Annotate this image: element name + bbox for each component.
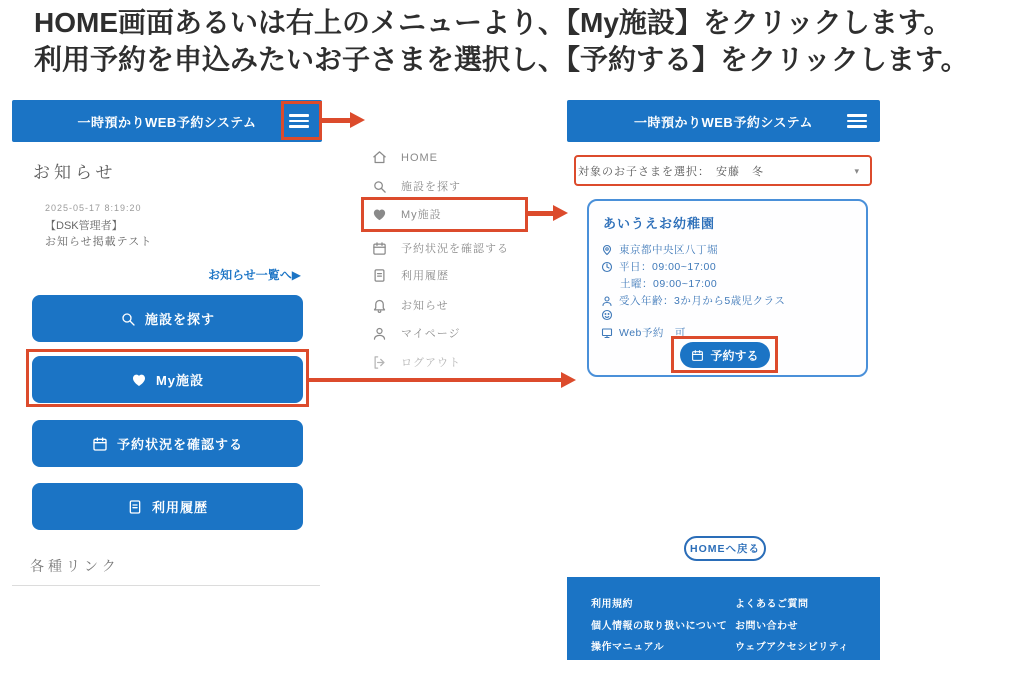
home-icon [372, 150, 387, 165]
hamburger-icon[interactable] [289, 114, 309, 128]
menu-item-notices-label: お知らせ [401, 300, 449, 312]
user-icon [372, 326, 387, 341]
reserve-button-label: 予約する [710, 348, 759, 363]
facility-hours-saturday: 土曜：09:00~17:00 [620, 278, 718, 290]
footer-link-accessibility[interactable]: ウェブアクセシビリティ [735, 642, 849, 653]
facility-address: 東京都中央区八丁堀 [619, 244, 718, 256]
links-heading: 各種リンク [30, 558, 120, 574]
menu-item-check-reservations[interactable] [372, 240, 509, 256]
search-facility-button[interactable] [32, 295, 303, 342]
facility-web-reservation-row [601, 325, 686, 340]
home-appbar-title: 一時預かりWEB予約システム [77, 114, 257, 130]
bell-icon [372, 298, 387, 313]
menu-item-logout[interactable] [372, 354, 461, 370]
logout-icon [372, 355, 387, 370]
heart-icon [131, 372, 147, 388]
usage-history-button[interactable] [32, 483, 303, 530]
notice-author: 【DSK管理者】 [45, 220, 123, 232]
search-icon [120, 311, 136, 327]
menu-item-logout-label: ログアウト [401, 357, 461, 369]
footer [567, 577, 880, 660]
arrow-line-menu-to-screen [528, 211, 555, 216]
menu-item-home-label: HOME [401, 151, 438, 164]
footer-link-contact[interactable]: お問い合わせ [735, 621, 798, 632]
menu-item-usage-history-label: 利用履歴 [401, 270, 449, 282]
back-home-label: HOMEへ戻る [690, 543, 760, 555]
facility-name: あいうえお幼稚園 [603, 216, 716, 231]
facility-web-reservation: Web予約 可 [619, 327, 686, 339]
my-facility-appbar [567, 100, 880, 142]
home-appbar [12, 100, 322, 142]
baby-face-icon [601, 309, 613, 321]
document-icon [372, 268, 387, 283]
footer-link-faq[interactable]: よくあるご質問 [735, 599, 809, 610]
calendar-icon [691, 349, 704, 362]
footer-link-privacy[interactable]: 個人情報の取り扱いについて [591, 621, 728, 632]
chevron-down-icon: ▾ [854, 165, 860, 176]
menu-item-search-facility[interactable] [372, 178, 461, 194]
facility-hours-weekday: 平日：09:00~17:00 [619, 261, 717, 273]
my-facility-appbar-title: 一時預かりWEB予約システム [633, 114, 814, 130]
menu-item-usage-history[interactable] [372, 267, 449, 283]
check-reservations-label: 予約状況を確認する [116, 437, 243, 452]
notice-list-link[interactable]: お知らせ一覧へ▶ [208, 268, 301, 282]
person-icon [601, 295, 613, 307]
menu-item-my-facility-label: My施設 [401, 209, 442, 221]
my-facility-label: My施設 [155, 373, 205, 388]
child-selector-label: 対象のお子さまを選択： [578, 166, 710, 178]
notice-body: お知らせ掲載テスト [45, 236, 153, 248]
facility-baby-row [601, 309, 613, 321]
facility-age-range-row [601, 293, 785, 308]
clock-icon [601, 261, 613, 273]
document-icon [127, 499, 143, 515]
divider [12, 585, 320, 586]
facility-address-row [601, 242, 718, 257]
my-facility-button[interactable] [32, 356, 303, 403]
arrow-line-to-menu [322, 118, 352, 123]
arrow-head-menu-to-screen [553, 205, 568, 221]
search-icon [372, 179, 387, 194]
footer-link-manual[interactable]: 操作マニュアル [591, 642, 665, 653]
menu-item-my-page-label: マイページ [401, 328, 461, 340]
reserve-button[interactable] [680, 342, 770, 368]
menu-item-notices[interactable] [372, 297, 449, 313]
calendar-icon [372, 241, 387, 256]
arrow-head-to-menu [350, 112, 365, 128]
usage-history-label: 利用履歴 [151, 500, 208, 515]
instruction-text [34, 4, 1019, 78]
menu-item-my-page[interactable] [372, 325, 461, 341]
menu-item-my-facility[interactable] [372, 206, 442, 222]
notice-heading: お知らせ [33, 163, 117, 182]
footer-link-terms[interactable]: 利用規約 [591, 599, 633, 610]
facility-hours-weekday-row [601, 259, 716, 274]
facility-card [587, 199, 868, 377]
menu-item-home[interactable] [372, 150, 438, 165]
menu-item-check-reservations-label: 予約状況を確認する [401, 243, 509, 255]
location-pin-icon [601, 244, 613, 256]
instruction-line-1: HOME画面あるいは右上のメニューより、【My施設】をクリックします。 [34, 7, 952, 38]
heart-icon [372, 207, 387, 222]
facility-age-range: 受入年齢：3か月から5歳児クラス [619, 295, 786, 307]
hamburger-icon[interactable] [847, 114, 867, 128]
back-home-button[interactable] [684, 536, 766, 561]
notice-date: 2025-05-17 8:19:20 [45, 203, 142, 213]
facility-hours-saturday-row [620, 276, 717, 291]
computer-icon [601, 327, 613, 339]
arrow-head-to-screen [561, 372, 576, 388]
menu-item-search-facility-label: 施設を探す [401, 181, 461, 193]
calendar-icon [92, 436, 108, 452]
search-facility-label: 施設を探す [144, 312, 215, 327]
instruction-line-2: 利用予約を申込みたいお子さまを選択し、【予約する】をクリックします。 [34, 44, 969, 75]
child-selector[interactable] [578, 159, 868, 183]
check-reservations-button[interactable] [32, 420, 303, 467]
child-selector-value: 安藤 冬 [716, 166, 764, 178]
arrow-line-to-screen [307, 378, 563, 382]
